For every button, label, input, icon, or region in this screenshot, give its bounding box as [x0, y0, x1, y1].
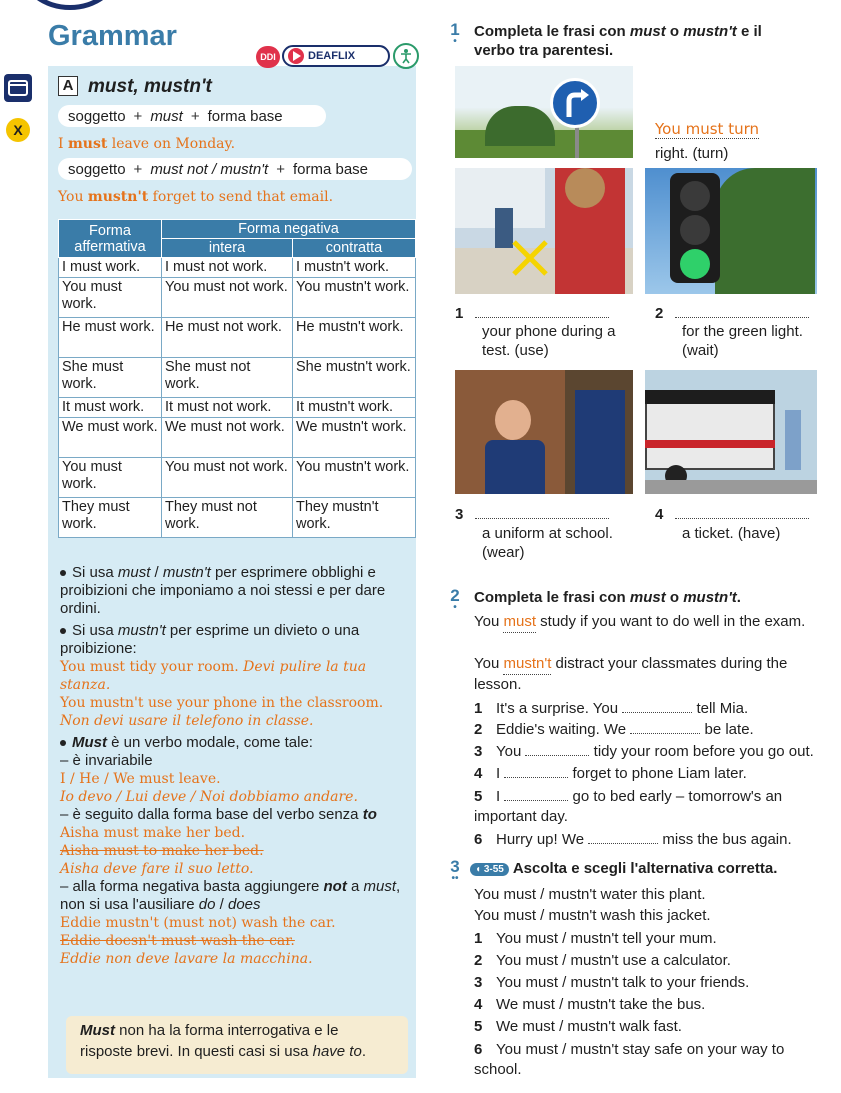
rule-must: must	[150, 107, 183, 125]
section-letter: A	[58, 76, 78, 96]
mistake-icon: X	[6, 118, 30, 142]
table-cell: She must not work.	[162, 358, 293, 398]
table-cell: I must not work.	[162, 258, 293, 278]
exercise-2-item-5: 5 I go to bed early – tomorrow's an important day.	[474, 788, 783, 825]
note-modal: Must è un verbo modale, come tale:	[60, 734, 410, 752]
example-phone: You mustn't use your phone in the classroom.	[60, 695, 384, 711]
rule-base: forma base	[292, 160, 369, 178]
exercise-2-item-3: 3 You tidy your room before you go out.	[474, 743, 814, 760]
table-cell: I mustn't work.	[293, 258, 416, 278]
answer-blank[interactable]	[622, 712, 692, 713]
rule-plus: +	[133, 160, 143, 178]
ddi-badge[interactable]: DDI	[256, 46, 280, 68]
table-cell: You must work.	[59, 278, 162, 318]
exercise-1-item-2-number: 2	[655, 305, 809, 323]
rule-negative	[58, 158, 412, 180]
deaflix-button[interactable]	[282, 45, 390, 67]
conjugation-table	[58, 219, 416, 538]
section-heading: must, mustn't	[88, 76, 212, 97]
table-cell: It mustn't work.	[293, 398, 416, 418]
photo-bus	[645, 370, 817, 494]
exercise-3-number: 3 ••	[450, 857, 460, 884]
exercise-2-example-b: You mustn't distract your classmates during the lesson.	[474, 655, 788, 693]
exercise-1-item-1-number: 1	[455, 305, 609, 323]
table-cell: They must work.	[59, 498, 162, 538]
photo-classroom	[455, 168, 633, 294]
table-cell: He mustn't work.	[293, 318, 416, 358]
note-invariable: – è invariabile	[60, 752, 153, 769]
example-car-it: Eddie non deve lavare la macchina.	[60, 951, 313, 967]
exercise-1-item-4: a ticket. (have)	[682, 525, 781, 542]
rule-affirmative	[58, 105, 326, 127]
table-row	[59, 258, 416, 278]
option-pair[interactable]: You must / mustn't stay safe on your way to school.	[474, 1041, 785, 1078]
example-negative: You mustn't forget to send that email.	[58, 189, 334, 205]
grammar-notes	[60, 564, 410, 968]
rule-subject: soggetto	[68, 160, 126, 178]
example-car-wrong: Eddie doesn't must wash the car.	[60, 933, 295, 949]
exercise-1-item-3: a uniform at school. (wear)	[482, 525, 613, 561]
exercise-2-item-6: 6 Hurry up! We miss the bus again.	[474, 831, 792, 848]
table-cell: You must not work.	[162, 458, 293, 498]
table-cell: It must not work.	[162, 398, 293, 418]
table-cell: He must work.	[59, 318, 162, 358]
exercise-3-item-1: 1 You must / mustn't tell your mum.	[474, 930, 717, 947]
table-cell: We must not work.	[162, 418, 293, 458]
option-pair[interactable]: You must / mustn't tell your mum.	[496, 930, 717, 947]
header-contracted: contratta	[293, 239, 416, 258]
example-bed: Aisha must make her bed.	[60, 825, 246, 841]
exercise-1-instruction: Completa le frasi con must o mustn't e il verbo tra parentesi.	[474, 23, 762, 59]
exercise-3-item-2: 2 You must / mustn't use a calculator.	[474, 952, 731, 969]
rule-mustnot: must not / mustn't	[150, 160, 269, 178]
table-cell: We mustn't work.	[293, 418, 416, 458]
table-cell: She must work.	[59, 358, 162, 398]
exercise-3-example-2: You must / mustn't wash this jacket.	[474, 907, 711, 924]
video-icon[interactable]	[4, 74, 32, 102]
rule-plus: +	[133, 107, 143, 125]
example-bed-it: Aisha deve fare il suo letto.	[60, 861, 254, 877]
exercise-2-item-4: 4 I forget to phone Liam later.	[474, 765, 747, 782]
exercise-2-item-2: 2 Eddie's waiting. We be late.	[474, 721, 754, 738]
table-row	[59, 418, 416, 458]
table-cell: She mustn't work.	[293, 358, 416, 398]
table-row	[59, 278, 416, 318]
example-car: Eddie mustn't (must not) wash the car.	[60, 915, 336, 931]
example-leave: I / He / We must leave.	[60, 771, 221, 787]
exercise-1-number: 1 •	[450, 20, 460, 47]
exercise-2-instruction: Completa le frasi con must o mustn't.	[474, 589, 741, 606]
audio-track-button[interactable]: ◖ 3-55	[470, 863, 509, 876]
header-negative: Forma negativa	[162, 220, 416, 239]
table-cell: You mustn't work.	[293, 458, 416, 498]
traffic-light-icon	[670, 173, 720, 283]
table-cell: I must work.	[59, 258, 162, 278]
exercise-3-example-1: You must / mustn't water this plant.	[474, 886, 706, 903]
option-pair[interactable]: You must / mustn't talk to your friends.	[496, 974, 750, 991]
rule-plus: +	[276, 160, 285, 178]
exercise-3-item-5: 5 We must / mustn't walk fast.	[474, 1018, 682, 1035]
decorative-arc	[20, 0, 120, 10]
turn-right-sign-icon	[550, 78, 600, 128]
rule-subject: soggetto	[68, 107, 126, 125]
exercise-2-number: 2 •	[450, 586, 460, 613]
table-row	[59, 458, 416, 498]
exercise-3-item-3: 3 You must / mustn't talk to your friends.	[474, 974, 750, 991]
example-tidy: You must tidy your room. Devi pulire la tua stanza.	[60, 659, 367, 693]
table-cell: We must work.	[59, 418, 162, 458]
answer-blank[interactable]	[525, 755, 589, 756]
exercise-1-item-1: your phone during a test. (use)	[482, 323, 616, 359]
exercise-1-item-2: for the green light. (wait)	[682, 323, 803, 359]
table-cell: You must work.	[59, 458, 162, 498]
answer-blank[interactable]	[630, 733, 700, 734]
table-cell: He must not work.	[162, 318, 293, 358]
answer-blank[interactable]	[588, 843, 658, 844]
play-icon	[288, 48, 304, 64]
note-usage: Si usa must / mustn't per esprimere obblighi e proibizioni che imponiamo a noi stessi e per dare ordini.	[60, 564, 386, 617]
photo-uniform	[455, 370, 633, 494]
deaflix-label: DEAFLIX	[308, 50, 356, 62]
rule-plus: +	[190, 107, 200, 125]
table-row	[59, 318, 416, 358]
exercise-1-item-4-number: 4	[655, 506, 809, 524]
table-cell: They must not work.	[162, 498, 293, 538]
example-answer: You must turn	[655, 120, 760, 138]
photo-traffic-light	[645, 168, 817, 294]
photo-turn-right	[455, 66, 633, 158]
note-base-form: – è seguito dalla forma base del verbo senza to	[60, 806, 377, 823]
table-row	[59, 358, 416, 398]
cross-icon	[510, 238, 550, 278]
table-row	[59, 498, 416, 538]
table-cell: You mustn't work.	[293, 278, 416, 318]
page-title: Grammar	[48, 20, 177, 52]
exercise-2-example-a: You must study if you want to do well in the exam.	[474, 612, 819, 633]
note-prohibition: Si usa mustn't per esprime un divieto o una proibizione:	[60, 622, 360, 657]
audio-icon: ◖	[475, 863, 482, 875]
table-cell: You must not work.	[162, 278, 293, 318]
table-cell: They mustn't work.	[293, 498, 416, 538]
example-affirmative: I must leave on Monday.	[58, 136, 236, 152]
exercise-3-instruction: ◖ 3-55 Ascolta e scegli l'alternativa corretta.	[466, 860, 777, 877]
example-leave-it: Io devo / Lui deve / Noi dobbiamo andare.	[60, 789, 358, 805]
note-negative: – alla forma negativa basta aggiungere not a must, non si usa l'ausiliare do / does	[60, 878, 401, 913]
note-scroll: Must non ha la forma interrogativa e le risposte brevi. In questi casi si usa have to.	[66, 1016, 408, 1074]
exercise-3-item-6: 6 You must / mustn't stay safe on your way to school.	[474, 1041, 785, 1078]
table-row	[59, 398, 416, 418]
exercise-2-item-1: 1 It's a surprise. You tell Mia.	[474, 700, 749, 717]
exercise-3-item-4: 4 We must / mustn't take the bus.	[474, 996, 706, 1013]
header-full: intera	[162, 239, 293, 258]
option-pair[interactable]: We must / mustn't walk fast.	[496, 1018, 682, 1035]
option-pair[interactable]: We must / mustn't take the bus.	[496, 996, 706, 1013]
rule-base: forma base	[207, 107, 283, 125]
header-affirmative: Forma affermativa	[59, 220, 162, 258]
example-prompt: right. (turn)	[655, 145, 729, 162]
answer-blank[interactable]	[504, 800, 568, 801]
exercise-1-item-3-number: 3	[455, 506, 609, 524]
accessibility-icon[interactable]	[393, 43, 419, 69]
option-pair[interactable]: You must / mustn't use a calculator.	[496, 952, 731, 969]
example-phone-it: Non devi usare il telefono in classe.	[60, 713, 314, 729]
table-cell: It must work.	[59, 398, 162, 418]
answer-blank[interactable]	[504, 777, 568, 778]
example-bed-wrong: Aisha must to make her bed.	[60, 843, 264, 859]
